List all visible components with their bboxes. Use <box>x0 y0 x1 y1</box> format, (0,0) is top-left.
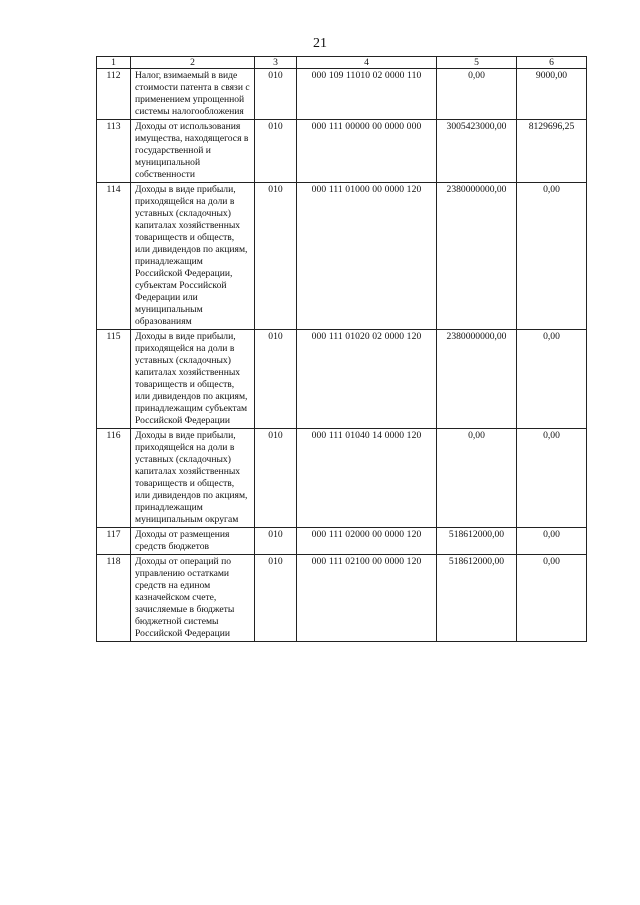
column-header: 6 <box>517 57 587 69</box>
amount-fact: 0,00 <box>517 528 587 555</box>
amount-fact: 0,00 <box>517 183 587 330</box>
column-header: 2 <box>131 57 255 69</box>
amount-plan: 518612000,00 <box>437 528 517 555</box>
table-row <box>97 120 587 183</box>
line-code: 010 <box>255 528 297 555</box>
line-code: 010 <box>255 69 297 120</box>
line-code: 010 <box>255 120 297 183</box>
column-header: 3 <box>255 57 297 69</box>
budget-classification-code: 000 109 11010 02 0000 110 <box>297 69 437 120</box>
budget-classification-code: 000 111 02000 00 0000 120 <box>297 528 437 555</box>
revenue-name: Доходы в виде прибыли, приходящейся на доли в уставных (складочных) капиталах хозяйственных товариществ и обществ, или дивидендов по акциям, принадлежащим муниципальным округам <box>131 429 255 528</box>
table-row <box>97 528 587 555</box>
column-header: 1 <box>97 57 131 69</box>
amount-plan: 0,00 <box>437 429 517 528</box>
revenue-table <box>96 56 587 642</box>
revenue-name: Доходы от использования имущества, находящегося в государственной и муниципальной собственности <box>131 120 255 183</box>
amount-fact: 0,00 <box>517 330 587 429</box>
budget-classification-code: 000 111 02100 00 0000 120 <box>297 555 437 642</box>
budget-classification-code: 000 111 01020 02 0000 120 <box>297 330 437 429</box>
page-number: 21 <box>313 36 327 51</box>
table-row <box>97 183 587 330</box>
table-row <box>97 69 587 120</box>
amount-fact: 0,00 <box>517 555 587 642</box>
revenue-name: Доходы от операций по управлению остатками средств на едином казначейском счете, зачисляемые в бюджеты бюджетной системы Российской Федерации <box>131 555 255 642</box>
row-number: 117 <box>97 528 131 555</box>
row-number: 118 <box>97 555 131 642</box>
table-row <box>97 330 587 429</box>
amount-fact: 9000,00 <box>517 69 587 120</box>
amount-plan: 2380000000,00 <box>437 183 517 330</box>
amount-plan: 2380000000,00 <box>437 330 517 429</box>
line-code: 010 <box>255 183 297 330</box>
amount-plan: 0,00 <box>437 69 517 120</box>
budget-classification-code: 000 111 00000 00 0000 000 <box>297 120 437 183</box>
row-number: 115 <box>97 330 131 429</box>
line-code: 010 <box>255 330 297 429</box>
amount-plan: 3005423000,00 <box>437 120 517 183</box>
column-header: 5 <box>437 57 517 69</box>
table-header-row <box>97 57 587 69</box>
revenue-name: Доходы в виде прибыли, приходящейся на доли в уставных (складочных) капиталах хозяйственных товариществ и обществ, или дивидендов по акциям, принадлежащим Российской Федерации, субъектам Российской Федерации или муниципальным образованиям <box>131 183 255 330</box>
column-header: 4 <box>297 57 437 69</box>
row-number: 113 <box>97 120 131 183</box>
row-number: 112 <box>97 69 131 120</box>
row-number: 114 <box>97 183 131 330</box>
line-code: 010 <box>255 429 297 528</box>
table-row <box>97 429 587 528</box>
amount-fact: 8129696,25 <box>517 120 587 183</box>
amount-fact: 0,00 <box>517 429 587 528</box>
amount-plan: 518612000,00 <box>437 555 517 642</box>
budget-classification-code: 000 111 01000 00 0000 120 <box>297 183 437 330</box>
line-code: 010 <box>255 555 297 642</box>
revenue-name: Налог, взимаемый в виде стоимости патента в связи с применением упрощенной системы налогообложения <box>131 69 255 120</box>
budget-classification-code: 000 111 01040 14 0000 120 <box>297 429 437 528</box>
row-number: 116 <box>97 429 131 528</box>
revenue-name: Доходы в виде прибыли, приходящейся на доли в уставных (складочных) капиталах хозяйственных товариществ и обществ, или дивидендов по акциям, принадлежащим субъектам Российской Федерации <box>131 330 255 429</box>
revenue-name: Доходы от размещения средств бюджетов <box>131 528 255 555</box>
table-row <box>97 555 587 642</box>
